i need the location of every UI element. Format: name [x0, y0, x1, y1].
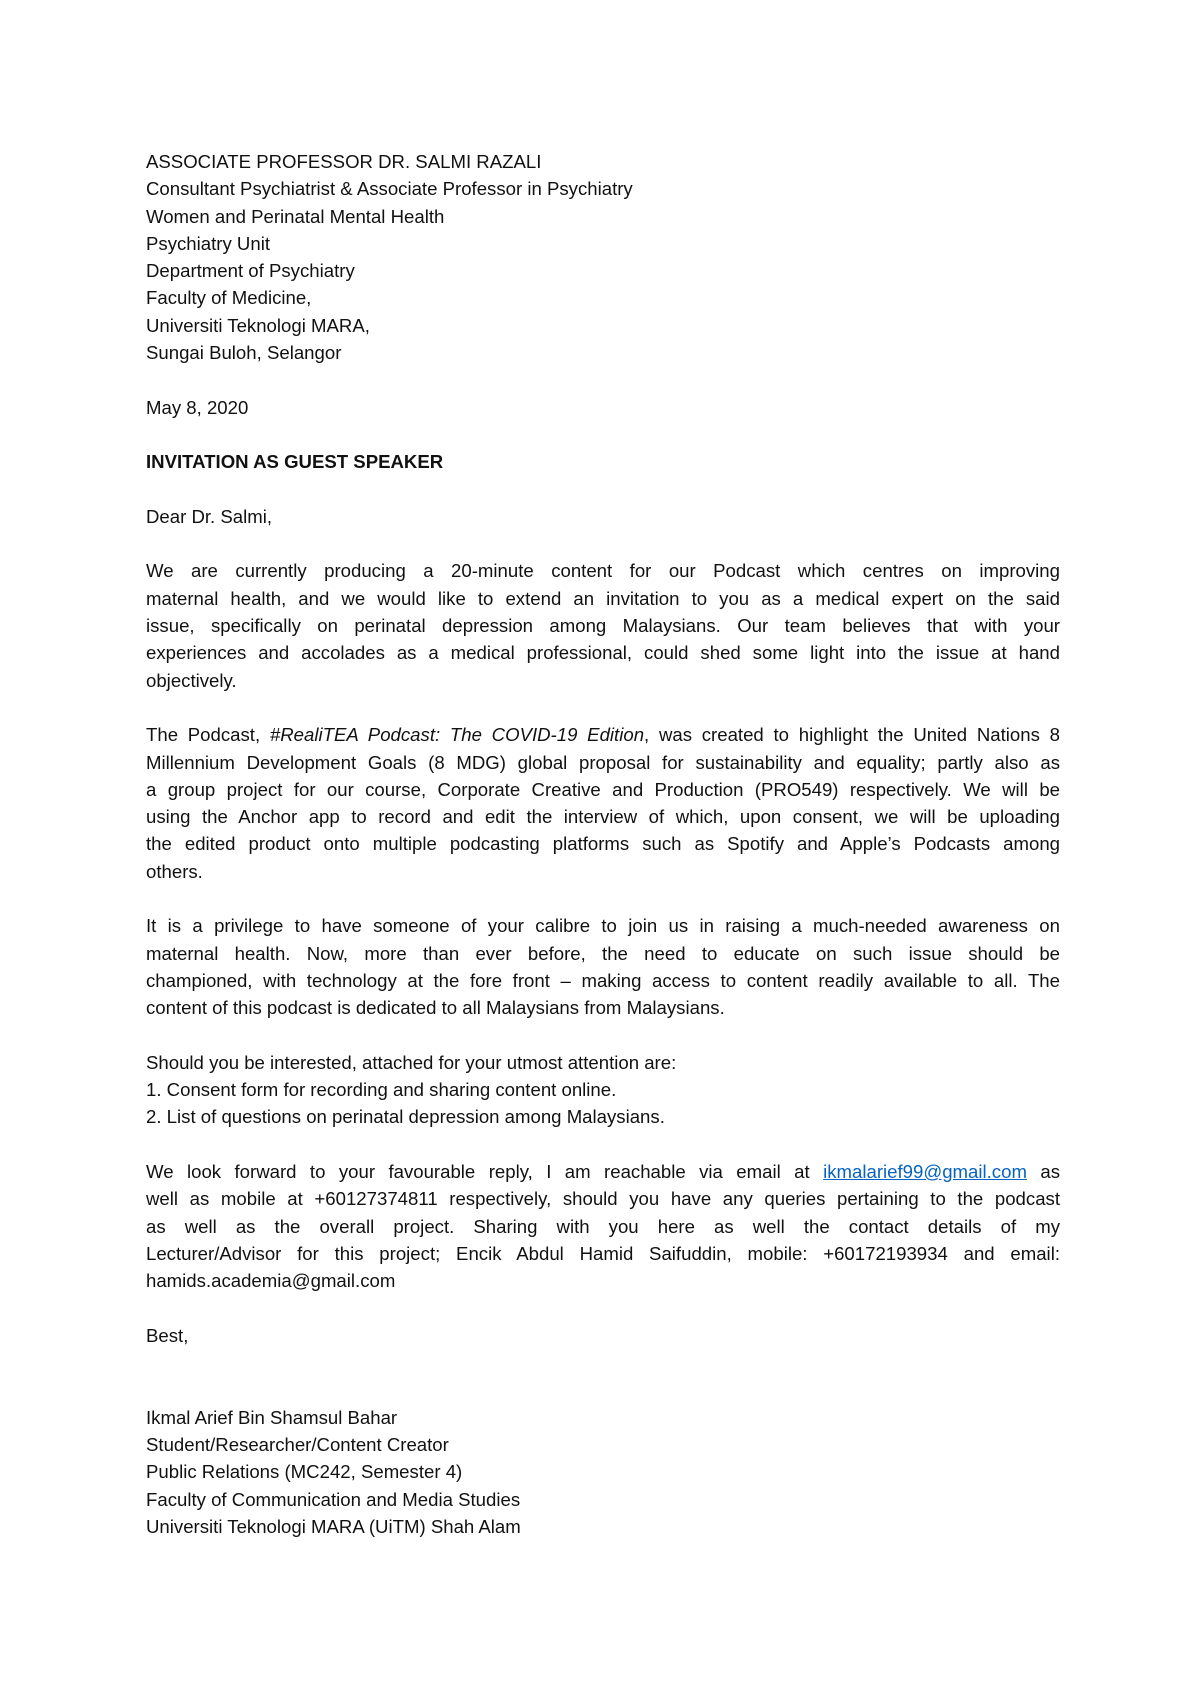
paragraph-line: issue, specifically on perinatal depression among Malaysians. Our team believes that with your [146, 615, 1060, 637]
recipient-name: ASSOCIATE PROFESSOR DR. SALMI RAZALI [146, 151, 542, 172]
paragraph-text: as [1026, 1160, 1060, 1182]
email-link[interactable]: ikmalarief99@gmail.com [823, 1160, 1027, 1182]
recipient-line: Consultant Psychiatrist & Associate Professor in Psychiatry [146, 178, 633, 200]
paragraph-text: We look forward to your favourable reply, I am reachable via email at [146, 1160, 824, 1182]
paragraph-line: experiences and accolades as a medical professional, could shed some light into the issue at hand [146, 642, 1060, 664]
letter-date: May 8, 2020 [146, 396, 249, 418]
paragraph-line: hamids.academia@gmail.com [146, 1270, 396, 1292]
paragraph-contact [146, 1158, 1060, 1294]
recipient-block [146, 148, 1060, 366]
paragraph-line: maternal health. Now, more than ever before, the need to educate on such issue should be [146, 942, 1060, 964]
paragraph-line: content of this podcast is dedicated to all Malaysians from Malaysians. [146, 997, 725, 1019]
paragraph-text: , was created to highlight the United Nations 8 [644, 724, 1060, 746]
signature-name: Ikmal Arief Bin Shamsul Bahar [146, 1406, 398, 1428]
paragraph-line: Lecturer/Advisor for this project; Encik Abdul Hamid Saifuddin, mobile: +60172193934 and email: [146, 1242, 1060, 1264]
recipient-line: Women and Perinatal Mental Health [146, 205, 445, 227]
paragraph-line: the edited product onto multiple podcasting platforms such as Spotify and Apple’s Podcasts among [146, 833, 1060, 855]
paragraph-text: The Podcast, [146, 724, 270, 746]
paragraph-line: well as mobile at +60127374811 respectively, should you have any queries pertaining to the podcast [146, 1188, 1060, 1210]
paragraph-line: others. [146, 860, 203, 882]
recipient-line: Faculty of Medicine, [146, 287, 312, 309]
signature-line: Universiti Teknologi MARA (UiTM) Shah Alam [146, 1515, 521, 1537]
paragraph-line: objectively. [146, 669, 237, 691]
letter-subject: INVITATION AS GUEST SPEAKER [146, 451, 444, 473]
recipient-line: Department of Psychiatry [146, 260, 355, 282]
recipient-line: Sungai Buloh, Selangor [146, 342, 342, 364]
attachments-intro: Should you be interested, attached for your utmost attention are: [146, 1051, 677, 1073]
paragraph-line: Millennium Development Goals (8 MDG) global proposal for sustainability and equality; partly also as [146, 751, 1060, 773]
attachments-block [146, 1049, 1060, 1131]
paragraph-line: We are currently producing a 20-minute content for our Podcast which centres on improving [146, 560, 1060, 582]
paragraph-line: as well as the overall project. Sharing with you here as well the contact details of my [146, 1215, 1060, 1237]
salutation: Dear Dr. Salmi, [146, 505, 273, 527]
paragraph-podcast [146, 721, 1060, 885]
paragraph-line: It is a privilege to have someone of your calibre to join us in raising a much-needed awareness on [146, 915, 1060, 937]
podcast-title: #RealiTEA Podcast: The COVID-19 Edition [269, 724, 645, 746]
signature-block [146, 1404, 1060, 1540]
attachment-item: 2. List of questions on perinatal depression among Malaysians. [146, 1106, 665, 1128]
paragraph-line: championed, with technology at the fore front – making access to content readily available to all. The [146, 969, 1060, 991]
signature-line: Student/Researcher/Content Creator [146, 1433, 449, 1455]
attachment-item: 1. Consent form for recording and sharing content online. [146, 1079, 617, 1101]
paragraph-line [146, 1158, 1060, 1185]
signature-line: Public Relations (MC242, Semester 4) [146, 1461, 463, 1483]
paragraph-intro [146, 557, 1060, 693]
closing: Best, [146, 1324, 189, 1346]
paragraph-line: using the Anchor app to record and edit the interview of which, upon consent, we will be uploading [146, 806, 1060, 828]
paragraph-line: a group project for our course, Corporate Creative and Production (PRO549) respectively. We will be [146, 778, 1060, 800]
paragraph-line [146, 721, 1060, 748]
paragraph-line: maternal health, and we would like to extend an invitation to you as a medical expert on the said [146, 587, 1060, 609]
recipient-line: Universiti Teknologi MARA, [146, 314, 370, 336]
letter-page [146, 148, 1060, 1540]
recipient-line: Psychiatry Unit [146, 232, 270, 254]
paragraph-privilege [146, 912, 1060, 1021]
signature-line: Faculty of Communication and Media Studies [146, 1488, 521, 1510]
